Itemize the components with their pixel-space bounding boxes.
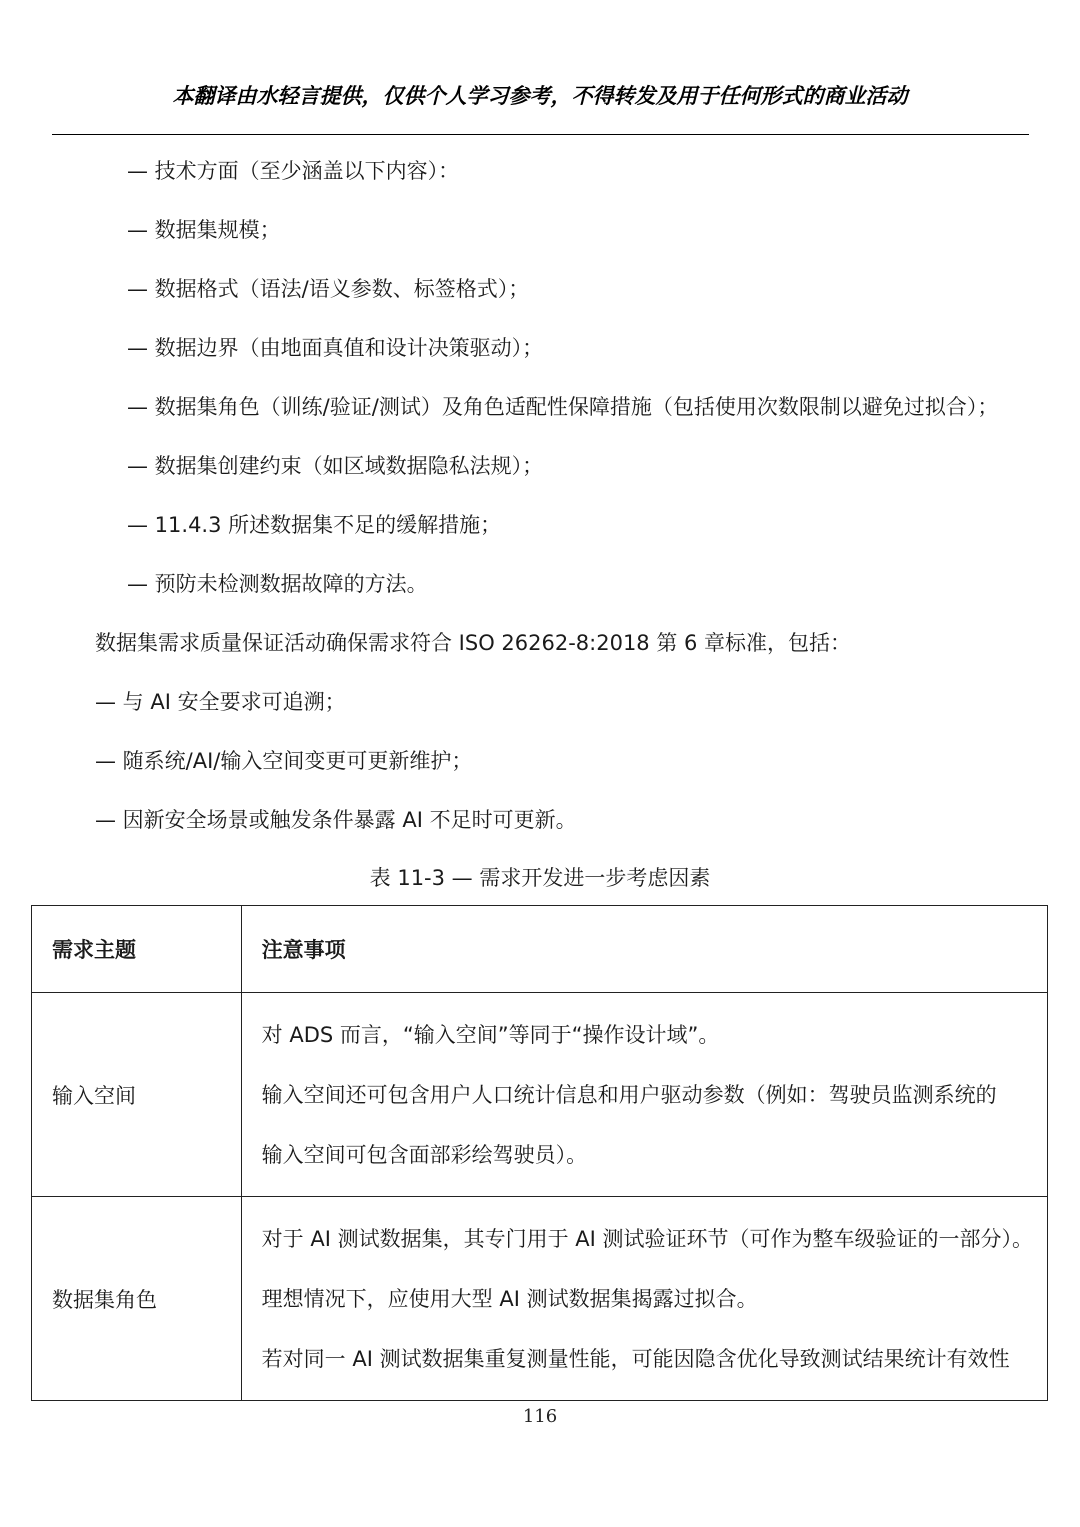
note-line: 对 ADS 而言，“输入空间”等同于“操作设计域”。 xyxy=(261,1022,720,1047)
body-line: — 技术方面（至少涵盖以下内容）： xyxy=(127,159,460,183)
table-header-notes: 注意事项 xyxy=(241,906,1047,993)
body-line: — 数据集创建约束（如区域数据隐私法规）； xyxy=(127,454,544,478)
table-cell-topic: 输入空间 xyxy=(32,993,242,1197)
table-caption: 表 11-3 — 需求开发进一步考虑因素 xyxy=(369,866,711,890)
body-line: — 数据边界（由地面真值和设计决策驱动）； xyxy=(127,336,544,360)
table-row xyxy=(32,1197,1048,1401)
body-line: — 数据格式（语法/语义参数、标签格式）； xyxy=(127,277,530,301)
note-line: 对于 AI 测试数据集，其专门用于 AI 测试验证环节（可作为整车级验证的一部分）。 xyxy=(261,1226,1033,1251)
table-row xyxy=(32,993,1048,1197)
requirements-table xyxy=(31,905,1048,1401)
body-paragraph: 数据集需求质量保证活动确保需求符合 ISO 26262-8:2018 第 6 章标准，包括： xyxy=(95,631,852,655)
header-divider xyxy=(52,134,1029,135)
body-line: — 数据集规模； xyxy=(127,218,281,242)
table-header-topic: 需求主题 xyxy=(32,906,242,993)
body-line: — 11.4.3 所述数据集不足的缓解措施； xyxy=(127,513,502,537)
table-cell-notes xyxy=(241,1197,1047,1401)
body-line: — 因新安全场景或触发条件暴露 AI 不足时可更新。 xyxy=(95,808,577,832)
body-line: — 数据集角色（训练/验证/测试）及角色适配性保障措施（包括使用次数限制以避免过拟合）； xyxy=(127,395,999,419)
header-notice: 本翻译由水轻言提供，仅供个人学习参考，不得转发及用于任何形式的商业活动 xyxy=(172,84,908,108)
note-line: 输入空间可包含面部彩绘驾驶员）。 xyxy=(261,1142,588,1167)
note-line: 若对同一 AI 测试数据集重复测量性能，可能因隐含优化导致测试结果统计有效性 xyxy=(261,1346,1010,1371)
table-cell-topic: 数据集角色 xyxy=(32,1197,242,1401)
body-line: — 随系统/AI/输入空间变更可更新维护； xyxy=(95,749,473,773)
body-line: — 与 AI 安全要求可追溯； xyxy=(95,690,346,714)
note-line: 理想情况下，应使用大型 AI 测试数据集揭露过拟合。 xyxy=(261,1286,758,1311)
note-line: 输入空间还可包含用户人口统计信息和用户驱动参数（例如：驾驶员监测系统的 xyxy=(261,1082,997,1107)
page-number: 116 xyxy=(522,1406,558,1427)
table-header-row xyxy=(32,906,1048,993)
body-line: — 预防未检测数据故障的方法。 xyxy=(127,572,428,596)
table-cell-notes xyxy=(241,993,1047,1197)
